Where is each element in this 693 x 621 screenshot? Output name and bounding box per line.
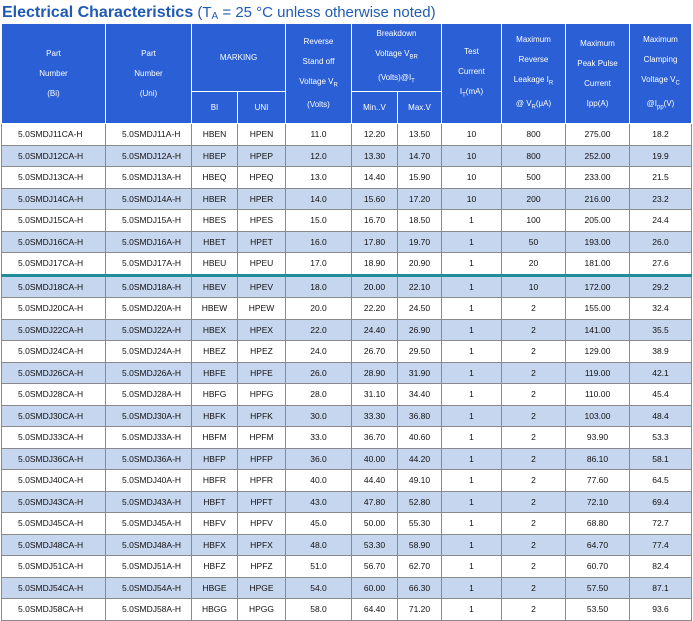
header-part-uni: Part Number (Uni): [106, 24, 192, 124]
cell-vr: 22.0: [286, 319, 352, 341]
cell-part-uni: 5.0SMDJ20A-H: [106, 298, 192, 320]
cell-vbr-min: 16.70: [352, 210, 398, 232]
cell-vc: 72.7: [630, 513, 692, 535]
cell-part-uni: 5.0SMDJ26A-H: [106, 362, 192, 384]
cell-marking-bi: HBFX: [192, 534, 238, 556]
cell-vc: 87.1: [630, 577, 692, 599]
cell-marking-bi: HBFR: [192, 470, 238, 492]
cell-test-current: 1: [442, 405, 502, 427]
cell-leakage: 2: [502, 319, 566, 341]
cell-vbr-min: 24.40: [352, 319, 398, 341]
cell-part-uni: 5.0SMDJ33A-H: [106, 427, 192, 449]
cell-part-uni: 5.0SMDJ13A-H: [106, 167, 192, 189]
cell-marking-bi: HBFT: [192, 491, 238, 513]
cell-test-current: 1: [442, 556, 502, 578]
cell-leakage: 10: [502, 275, 566, 298]
electrical-characteristics-table: [1, 23, 692, 621]
cell-part-uni: 5.0SMDJ22A-H: [106, 319, 192, 341]
cell-vbr-min: 44.40: [352, 470, 398, 492]
table-row: [2, 167, 692, 189]
cell-marking-uni: HPFV: [238, 513, 286, 535]
header-marking-uni: UNI: [238, 92, 286, 124]
cell-leakage: 2: [502, 513, 566, 535]
cell-part-bi: 5.0SMDJ40CA-H: [2, 470, 106, 492]
cell-vc: 29.2: [630, 275, 692, 298]
cell-part-bi: 5.0SMDJ12CA-H: [2, 145, 106, 167]
cell-ipp: 110.00: [566, 384, 630, 406]
cell-part-bi: 5.0SMDJ51CA-H: [2, 556, 106, 578]
header-marking-bi: BI: [192, 92, 238, 124]
cell-vr: 12.0: [286, 145, 352, 167]
cell-vr: 11.0: [286, 124, 352, 146]
cell-vc: 48.4: [630, 405, 692, 427]
cell-vbr-min: 31.10: [352, 384, 398, 406]
cell-ipp: 193.00: [566, 231, 630, 253]
cell-marking-bi: HBFM: [192, 427, 238, 449]
title-main: Electrical Characteristics: [2, 4, 194, 21]
table-row: [2, 231, 692, 253]
cell-marking-bi: HBFZ: [192, 556, 238, 578]
cell-marking-bi: HBFG: [192, 384, 238, 406]
cell-marking-bi: HBFE: [192, 362, 238, 384]
cell-marking-uni: HPFR: [238, 470, 286, 492]
cell-part-uni: 5.0SMDJ12A-H: [106, 145, 192, 167]
cell-vbr-min: 33.30: [352, 405, 398, 427]
cell-test-current: 1: [442, 319, 502, 341]
cell-vbr-max: 49.10: [398, 470, 442, 492]
cell-marking-bi: HBEX: [192, 319, 238, 341]
cell-marking-bi: HBEQ: [192, 167, 238, 189]
cell-part-bi: 5.0SMDJ18CA-H: [2, 275, 106, 298]
cell-ipp: 233.00: [566, 167, 630, 189]
cell-vc: 19.9: [630, 145, 692, 167]
cell-part-bi: 5.0SMDJ54CA-H: [2, 577, 106, 599]
cell-vc: 23.2: [630, 188, 692, 210]
table-row: [2, 491, 692, 513]
cell-marking-uni: HPEQ: [238, 167, 286, 189]
cell-marking-uni: HPEP: [238, 145, 286, 167]
table-row: [2, 405, 692, 427]
cell-leakage: 100: [502, 210, 566, 232]
cell-marking-bi: HBER: [192, 188, 238, 210]
cell-vbr-max: 19.70: [398, 231, 442, 253]
cell-marking-bi: HBEN: [192, 124, 238, 146]
table-row: [2, 362, 692, 384]
cell-marking-uni: HPET: [238, 231, 286, 253]
cell-vc: 45.4: [630, 384, 692, 406]
cell-vbr-max: 26.90: [398, 319, 442, 341]
cell-part-bi: 5.0SMDJ20CA-H: [2, 298, 106, 320]
cell-part-bi: 5.0SMDJ36CA-H: [2, 448, 106, 470]
header-part-bi: Part Number (Bi): [2, 24, 106, 124]
cell-part-bi: 5.0SMDJ15CA-H: [2, 210, 106, 232]
cell-leakage: 2: [502, 534, 566, 556]
cell-vbr-min: 64.40: [352, 599, 398, 621]
cell-marking-bi: HBEP: [192, 145, 238, 167]
cell-vr: 36.0: [286, 448, 352, 470]
cell-marking-uni: HPEV: [238, 275, 286, 298]
table-row: [2, 188, 692, 210]
cell-test-current: 10: [442, 167, 502, 189]
cell-ipp: 252.00: [566, 145, 630, 167]
cell-vbr-min: 20.00: [352, 275, 398, 298]
cell-vbr-max: 15.90: [398, 167, 442, 189]
cell-vbr-max: 24.50: [398, 298, 442, 320]
cell-vbr-max: 17.20: [398, 188, 442, 210]
table-row: [2, 448, 692, 470]
cell-vbr-max: 22.10: [398, 275, 442, 298]
cell-vc: 53.3: [630, 427, 692, 449]
table-row: [2, 577, 692, 599]
cell-vbr-min: 56.70: [352, 556, 398, 578]
cell-vbr-min: 28.90: [352, 362, 398, 384]
cell-marking-bi: HBGG: [192, 599, 238, 621]
cell-vc: 24.4: [630, 210, 692, 232]
cell-vr: 43.0: [286, 491, 352, 513]
cell-leakage: 2: [502, 384, 566, 406]
cell-test-current: 1: [442, 599, 502, 621]
cell-vbr-max: 58.90: [398, 534, 442, 556]
cell-leakage: 20: [502, 253, 566, 276]
cell-vr: 13.0: [286, 167, 352, 189]
cell-test-current: 1: [442, 577, 502, 599]
cell-leakage: 500: [502, 167, 566, 189]
cell-vbr-max: 34.40: [398, 384, 442, 406]
cell-vbr-max: 66.30: [398, 577, 442, 599]
cell-marking-uni: HPEU: [238, 253, 286, 276]
cell-part-uni: 5.0SMDJ17A-H: [106, 253, 192, 276]
cell-marking-uni: HPFZ: [238, 556, 286, 578]
cell-test-current: 10: [442, 188, 502, 210]
table-row: [2, 427, 692, 449]
cell-vbr-min: 50.00: [352, 513, 398, 535]
header-vbr-min: Min..V: [352, 92, 398, 124]
cell-vbr-max: 71.20: [398, 599, 442, 621]
cell-test-current: 1: [442, 384, 502, 406]
cell-vr: 40.0: [286, 470, 352, 492]
cell-vc: 58.1: [630, 448, 692, 470]
cell-part-uni: 5.0SMDJ36A-H: [106, 448, 192, 470]
cell-test-current: 1: [442, 231, 502, 253]
cell-test-current: 1: [442, 448, 502, 470]
cell-vbr-max: 40.60: [398, 427, 442, 449]
cell-vc: 69.4: [630, 491, 692, 513]
cell-part-bi: 5.0SMDJ43CA-H: [2, 491, 106, 513]
cell-part-bi: 5.0SMDJ13CA-H: [2, 167, 106, 189]
cell-marking-uni: HPGE: [238, 577, 286, 599]
table-row: [2, 145, 692, 167]
cell-vbr-min: 15.60: [352, 188, 398, 210]
cell-vr: 58.0: [286, 599, 352, 621]
cell-vbr-min: 17.80: [352, 231, 398, 253]
header-clamping: Maximum Clamping Voltage $V_C$ $@I_{pp}(V)$: [630, 24, 692, 124]
title-condition: ($T_A = 25$ °C unless otherwise noted): [193, 4, 436, 22]
cell-part-uni: 5.0SMDJ48A-H: [106, 534, 192, 556]
cell-marking-bi: HBES: [192, 210, 238, 232]
cell-vbr-max: 31.90: [398, 362, 442, 384]
cell-ipp: 68.80: [566, 513, 630, 535]
cell-part-uni: 5.0SMDJ43A-H: [106, 491, 192, 513]
cell-leakage: 2: [502, 362, 566, 384]
cell-vbr-max: 18.50: [398, 210, 442, 232]
cell-marking-uni: HPFG: [238, 384, 286, 406]
cell-marking-bi: HBGE: [192, 577, 238, 599]
cell-marking-uni: HPFX: [238, 534, 286, 556]
cell-vc: 38.9: [630, 341, 692, 363]
cell-leakage: 2: [502, 405, 566, 427]
cell-leakage: 800: [502, 124, 566, 146]
cell-part-bi: 5.0SMDJ17CA-H: [2, 253, 106, 276]
header-reverse-standoff: Reverse Stand off Voltage $V_R$ (Volts): [286, 24, 352, 124]
cell-part-uni: 5.0SMDJ51A-H: [106, 556, 192, 578]
cell-test-current: 1: [442, 298, 502, 320]
cell-vr: 15.0: [286, 210, 352, 232]
cell-part-bi: 5.0SMDJ28CA-H: [2, 384, 106, 406]
cell-vc: 21.5: [630, 167, 692, 189]
cell-vr: 28.0: [286, 384, 352, 406]
cell-test-current: 1: [442, 513, 502, 535]
cell-marking-uni: HPEX: [238, 319, 286, 341]
cell-marking-bi: HBEU: [192, 253, 238, 276]
cell-test-current: 10: [442, 124, 502, 146]
table-row: [2, 124, 692, 146]
cell-vc: 82.4: [630, 556, 692, 578]
cell-ipp: 93.90: [566, 427, 630, 449]
cell-vbr-min: 36.70: [352, 427, 398, 449]
cell-marking-bi: HBEV: [192, 275, 238, 298]
cell-leakage: 800: [502, 145, 566, 167]
cell-test-current: 1: [442, 362, 502, 384]
cell-marking-uni: HPEN: [238, 124, 286, 146]
header-peak-pulse: Maximum Peak Pulse Current Ipp(A): [566, 24, 630, 124]
cell-ipp: 77.60: [566, 470, 630, 492]
cell-vc: 27.6: [630, 253, 692, 276]
cell-vr: 16.0: [286, 231, 352, 253]
cell-marking-bi: HBEZ: [192, 341, 238, 363]
cell-vr: 20.0: [286, 298, 352, 320]
cell-ipp: 172.00: [566, 275, 630, 298]
cell-marking-uni: HPFM: [238, 427, 286, 449]
cell-leakage: 2: [502, 491, 566, 513]
cell-ipp: 60.70: [566, 556, 630, 578]
cell-marking-uni: HPFP: [238, 448, 286, 470]
header-test-current: Test Current $I_T(mA)$: [442, 24, 502, 124]
cell-vr: 18.0: [286, 275, 352, 298]
cell-vr: 26.0: [286, 362, 352, 384]
document-title: [2, 2, 436, 24]
cell-marking-bi: HBFP: [192, 448, 238, 470]
cell-leakage: 2: [502, 556, 566, 578]
cell-ipp: 72.10: [566, 491, 630, 513]
table-row: [2, 556, 692, 578]
cell-vbr-min: 14.40: [352, 167, 398, 189]
cell-part-uni: 5.0SMDJ15A-H: [106, 210, 192, 232]
cell-test-current: 1: [442, 210, 502, 232]
cell-ipp: 86.10: [566, 448, 630, 470]
cell-ipp: 141.00: [566, 319, 630, 341]
cell-vbr-max: 29.50: [398, 341, 442, 363]
cell-ipp: 155.00: [566, 298, 630, 320]
cell-vbr-max: 52.80: [398, 491, 442, 513]
cell-vbr-max: 44.20: [398, 448, 442, 470]
table-row: [2, 319, 692, 341]
cell-marking-bi: HBFK: [192, 405, 238, 427]
cell-vr: 30.0: [286, 405, 352, 427]
cell-vbr-min: 60.00: [352, 577, 398, 599]
cell-marking-uni: HPFT: [238, 491, 286, 513]
cell-leakage: 2: [502, 427, 566, 449]
cell-vr: 17.0: [286, 253, 352, 276]
cell-vr: 45.0: [286, 513, 352, 535]
cell-part-bi: 5.0SMDJ14CA-H: [2, 188, 106, 210]
cell-marking-uni: HPFE: [238, 362, 286, 384]
cell-vc: 26.0: [630, 231, 692, 253]
table-row: [2, 341, 692, 363]
cell-vbr-max: 36.80: [398, 405, 442, 427]
cell-vc: 18.2: [630, 124, 692, 146]
cell-vc: 93.6: [630, 599, 692, 621]
cell-test-current: 1: [442, 534, 502, 556]
cell-ipp: 129.00: [566, 341, 630, 363]
cell-part-uni: 5.0SMDJ18A-H: [106, 275, 192, 298]
cell-vbr-max: 20.90: [398, 253, 442, 276]
table-body: [2, 124, 692, 621]
cell-vc: 77.4: [630, 534, 692, 556]
cell-marking-uni: HPES: [238, 210, 286, 232]
table-row: [2, 275, 692, 298]
cell-test-current: 1: [442, 253, 502, 276]
cell-vbr-min: 26.70: [352, 341, 398, 363]
cell-part-uni: 5.0SMDJ40A-H: [106, 470, 192, 492]
cell-marking-uni: HPEW: [238, 298, 286, 320]
cell-part-uni: 5.0SMDJ16A-H: [106, 231, 192, 253]
cell-test-current: 10: [442, 145, 502, 167]
header-marking: MARKING: [192, 24, 286, 92]
table-row: [2, 210, 692, 232]
cell-vbr-min: 47.80: [352, 491, 398, 513]
cell-leakage: 2: [502, 577, 566, 599]
cell-part-bi: 5.0SMDJ45CA-H: [2, 513, 106, 535]
cell-marking-uni: HPER: [238, 188, 286, 210]
cell-part-bi: 5.0SMDJ26CA-H: [2, 362, 106, 384]
table-row: [2, 513, 692, 535]
cell-part-uni: 5.0SMDJ30A-H: [106, 405, 192, 427]
cell-vc: 42.1: [630, 362, 692, 384]
cell-part-bi: 5.0SMDJ22CA-H: [2, 319, 106, 341]
table-row: [2, 253, 692, 276]
cell-vbr-min: 13.30: [352, 145, 398, 167]
cell-leakage: 200: [502, 188, 566, 210]
cell-leakage: 2: [502, 448, 566, 470]
cell-part-bi: 5.0SMDJ58CA-H: [2, 599, 106, 621]
cell-vbr-max: 55.30: [398, 513, 442, 535]
cell-part-uni: 5.0SMDJ54A-H: [106, 577, 192, 599]
cell-vbr-max: 62.70: [398, 556, 442, 578]
cell-part-bi: 5.0SMDJ16CA-H: [2, 231, 106, 253]
header-vbr-max: Max.V: [398, 92, 442, 124]
cell-ipp: 275.00: [566, 124, 630, 146]
cell-vr: 48.0: [286, 534, 352, 556]
cell-ipp: 119.00: [566, 362, 630, 384]
cell-part-bi: 5.0SMDJ24CA-H: [2, 341, 106, 363]
cell-part-bi: 5.0SMDJ48CA-H: [2, 534, 106, 556]
table-row: [2, 470, 692, 492]
cell-leakage: 2: [502, 599, 566, 621]
table-row: [2, 534, 692, 556]
cell-vr: 33.0: [286, 427, 352, 449]
cell-vr: 24.0: [286, 341, 352, 363]
cell-part-bi: 5.0SMDJ30CA-H: [2, 405, 106, 427]
cell-vr: 14.0: [286, 188, 352, 210]
cell-vc: 32.4: [630, 298, 692, 320]
cell-part-uni: 5.0SMDJ14A-H: [106, 188, 192, 210]
cell-part-uni: 5.0SMDJ45A-H: [106, 513, 192, 535]
cell-test-current: 1: [442, 275, 502, 298]
cell-leakage: 2: [502, 341, 566, 363]
table-row: [2, 298, 692, 320]
cell-marking-uni: HPEZ: [238, 341, 286, 363]
cell-ipp: 103.00: [566, 405, 630, 427]
cell-vbr-min: 12.20: [352, 124, 398, 146]
cell-part-uni: 5.0SMDJ28A-H: [106, 384, 192, 406]
cell-test-current: 1: [442, 491, 502, 513]
cell-vr: 51.0: [286, 556, 352, 578]
cell-marking-bi: HBET: [192, 231, 238, 253]
cell-part-bi: 5.0SMDJ33CA-H: [2, 427, 106, 449]
cell-part-uni: 5.0SMDJ11A-H: [106, 124, 192, 146]
header-leakage: Maximum Reverse Leakage $I_R$ @ $V_R(\mu A)$: [502, 24, 566, 124]
cell-vbr-max: 13.50: [398, 124, 442, 146]
cell-part-uni: 5.0SMDJ58A-H: [106, 599, 192, 621]
cell-vbr-max: 14.70: [398, 145, 442, 167]
cell-marking-bi: HBEW: [192, 298, 238, 320]
cell-marking-bi: HBFV: [192, 513, 238, 535]
cell-test-current: 1: [442, 341, 502, 363]
cell-vbr-min: 18.90: [352, 253, 398, 276]
cell-ipp: 57.50: [566, 577, 630, 599]
table-row: [2, 384, 692, 406]
cell-leakage: 2: [502, 470, 566, 492]
cell-marking-uni: HPFK: [238, 405, 286, 427]
cell-vbr-min: 22.20: [352, 298, 398, 320]
cell-vr: 54.0: [286, 577, 352, 599]
header-breakdown: Breakdown Voltage $V_{BR}$ $(Volts)@I_T$: [352, 24, 442, 92]
cell-marking-uni: HPGG: [238, 599, 286, 621]
cell-vbr-min: 53.30: [352, 534, 398, 556]
cell-part-bi: 5.0SMDJ11CA-H: [2, 124, 106, 146]
cell-test-current: 1: [442, 470, 502, 492]
cell-vc: 35.5: [630, 319, 692, 341]
cell-vbr-min: 40.00: [352, 448, 398, 470]
cell-ipp: 205.00: [566, 210, 630, 232]
cell-leakage: 2: [502, 298, 566, 320]
cell-part-uni: 5.0SMDJ24A-H: [106, 341, 192, 363]
cell-ipp: 64.70: [566, 534, 630, 556]
cell-vc: 64.5: [630, 470, 692, 492]
cell-test-current: 1: [442, 427, 502, 449]
cell-leakage: 50: [502, 231, 566, 253]
cell-ipp: 53.50: [566, 599, 630, 621]
cell-ipp: 181.00: [566, 253, 630, 276]
cell-ipp: 216.00: [566, 188, 630, 210]
